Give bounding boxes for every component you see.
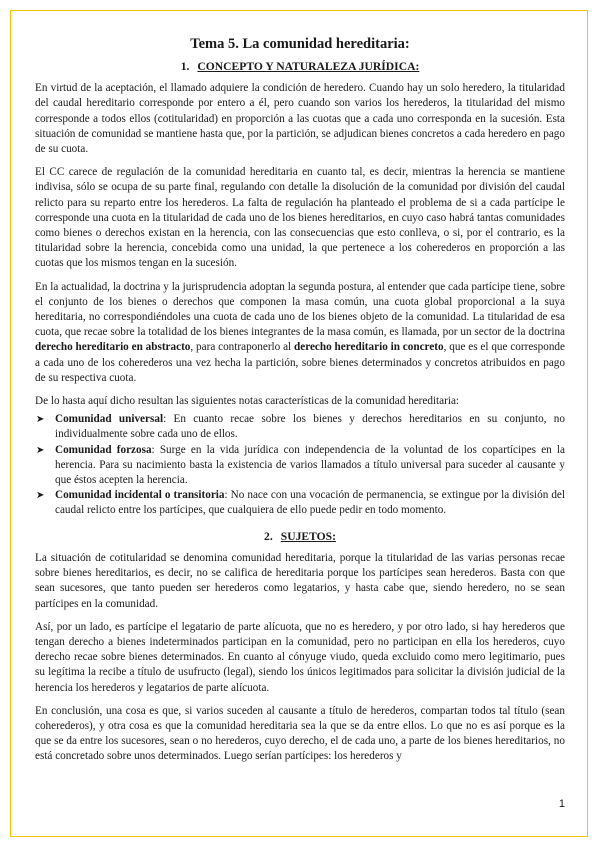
paragraph: [35, 280, 565, 386]
arrowhead-bullet-icon: ➤: [36, 490, 45, 502]
bold-term: derecho hereditario in concreto: [294, 341, 444, 354]
section-number: 2.: [264, 529, 273, 543]
section-number: 1.: [180, 60, 190, 73]
bold-term: derecho hereditario en abstracto: [35, 341, 191, 354]
section-heading-sujetos: [35, 529, 565, 544]
list-item-text: : En cuanto recae sobre los bienes y derechos hereditarios en su conjunto, no individualmente sobre cada uno de ellos.: [55, 413, 565, 441]
list-item-text: : No nace con una vocación de permanencia, se extingue por la división del caudal relicto entre los partícipes, que cualquiera de ello puede pedir en todo momento.: [55, 489, 566, 517]
bold-term: Comunidad universal: [55, 413, 164, 426]
document-title: Tema 5. La comunidad hereditaria:: [190, 36, 410, 52]
section-title: SUJETOS:: [280, 529, 336, 543]
list-item: [35, 412, 565, 442]
paragraph: En virtud de la aceptación, el llamado adquiere la condición de heredero. Cuando hay un solo heredero, la titularidad del caudal hereditario corresponde por entero a él, pero cuando son varios los herederos, la titularidad del mismo corresponde a todos ellos (cotitularidad) en proporción a las cuotas que a cada uno corresponda en la sucesión. Esta situación de comunidad se mantiene hasta que, por la partición, se adjudican bienes concretos a cada heredero en pago de su cuota.: [35, 82, 565, 156]
list-item: [35, 443, 565, 489]
paragraph: Así, por un lado, es partícipe el legatario de parte alícuota, que no es heredero, y por otro lado, si hay herederos que tengan derecho a bienes indeterminados participan en la comunidad, pero no participan en ella los herederos, cuyo derecho recae sobre bienes determinados. En cuanto al cónyuge viudo, queda excluido como mero legitimario, pues su legítima la recibe a título de usufructo (legal), siendo los únicos legitimados para solicitar la división judicial de la herencia los herederos y legatarios de parte alícuota.: [35, 620, 565, 694]
paragraph: En conclusión, una cosa es que, si varios suceden al causante a título de herederos, compartan todos tal título (sean coherederos), y otra cosa es que la comunidad hereditaria sea la que se da entre ellos. Lo que no es así porque es la que se da entre los sucesores, sean o no herederos, cuyo derecho, el de cada uno, a parte de los bienes hereditarios, no está concretado sobre unos determinados. Luego serían partícipes: los herederos y: [35, 704, 565, 763]
arrowhead-bullet-icon: ➤: [36, 444, 45, 456]
list-item: [35, 488, 565, 518]
bold-term: Comunidad forzosa: [55, 443, 152, 456]
characteristics-list: [35, 412, 565, 518]
section-title: CONCEPTO Y NATURALEZA JURÍDICA:: [197, 60, 420, 73]
paragraph: De lo hasta aquí dicho resultan las siguientes notas características de la comunidad hereditaria:: [35, 395, 460, 408]
section-heading-concepto: [35, 59, 565, 74]
paragraph: El CC carece de regulación de la comunidad hereditaria en cuanto tal, es decir, mientras la herencia se mantiene indivisa, sólo se ocupa de su parte final, regulando con detalle la disolución de la comunidad por división del caudal relicto para su reparto entre los herederos. La falta de regulación ha planteado el problema de si a cada partícipe le corresponde una cuota en la titularidad de cada uno de los bienes hereditarios, en cuyo caso habrá tantas comunidades como bienes o derechos existan en la herencia, con las consecuencias que esto conlleva, o si, por el contrario, es la titularidad sobre la herencia, concebida como una unidad, la que pertenece a los coherederos en proporción a las cuotas que los mismos tengan en la sucesión.: [35, 166, 565, 270]
document-body: [35, 36, 565, 773]
paragraph-text: , para contraponerlo al: [190, 341, 295, 354]
paragraph-text: En la actualidad, la doctrina y la jurisprudencia adoptan la segunda postura, al entender que cada partícipe tiene, sobre el conjunto de los bienes o derechos que componen la masa común, una cuota global proporcional a la suya hereditaria, no correspondiéndoles una cuota de cada uno de los bienes objeto de la comunidad. La titularidad de esa cuota, que recae sobre la totalidad de los bienes integrantes de la masa común, es llamada, por un sector de la doctrina: [35, 280, 565, 339]
list-item-text: : Surge en la vida jurídica con independencia de la voluntad de los copartícipes en la herencia. Para su nacimiento basta la existencia de varios llamados a título universal para suceder al causante y que éstos acepten la herencia.: [55, 443, 565, 487]
paragraph-text: , que es el que corresponde a cada uno de los coherederos una vez hecha la partición, sobre bienes determinados y concretos atribuidos en pago de su respectiva cuota.: [35, 341, 565, 384]
page-number: 1: [558, 798, 565, 810]
paragraph: La situación de cotitularidad se denomina comunidad hereditaria, porque la titularidad de las varias personas recae sobre bienes hereditarios, es decir, no se califica de hereditaria porque los partícipes sean herederos. Basta con que sean sucesores, que tanto pueden ser herederos como legatarios, y hasta cabe que, siendo heredero, no se sean partícipes en la comunidad.: [35, 551, 565, 610]
arrowhead-bullet-icon: ➤: [36, 414, 45, 426]
bold-term: Comunidad incidental o transitoria: [55, 489, 225, 502]
